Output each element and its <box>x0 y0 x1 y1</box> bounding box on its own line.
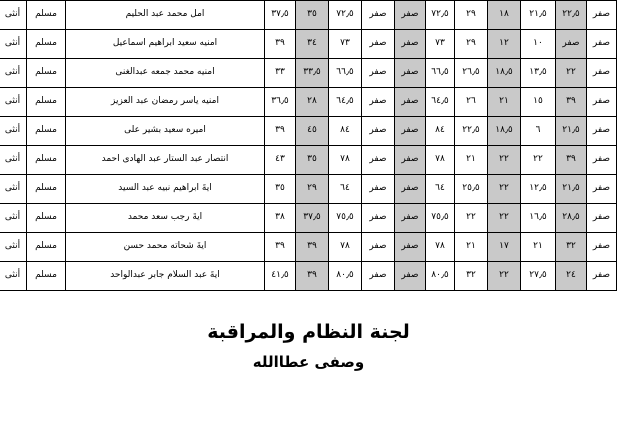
cell-c4: صفر <box>362 1 395 30</box>
table-row <box>0 1 617 30</box>
cell-c4: صفر <box>362 88 395 117</box>
cell-religion: مسلم <box>27 30 66 59</box>
cell-c5: صفر <box>395 1 426 30</box>
table-row <box>0 117 617 146</box>
cell-c9: ١٠ <box>521 30 556 59</box>
cell-religion: مسلم <box>27 88 66 117</box>
cell-c2: ٣٥ <box>296 146 329 175</box>
table-row <box>0 175 617 204</box>
cell-student-name: ايةَ ابراهيم نبيه عبد السيد <box>66 175 265 204</box>
cell-c1: ٣٧٫٥ <box>265 1 296 30</box>
cell-c1: ٣٩ <box>265 30 296 59</box>
cell-c5: صفر <box>395 30 426 59</box>
cell-gender: أنثى <box>0 30 27 59</box>
cell-c4: صفر <box>362 233 395 262</box>
cell-student-name: ايةَ عبد السلام جابر عبدالواحد <box>66 262 265 291</box>
cell-c9: ٢٧٫٥ <box>521 262 556 291</box>
cell-c7: ٢١ <box>455 233 488 262</box>
table-row <box>0 146 617 175</box>
table-row <box>0 233 617 262</box>
cell-c2: ٣٩ <box>296 233 329 262</box>
cell-religion: مسلم <box>27 59 66 88</box>
cell-c1: ٣٥ <box>265 175 296 204</box>
cell-c10: صفر <box>556 30 587 59</box>
cell-c5: صفر <box>395 233 426 262</box>
cell-c7: ٢٩ <box>455 1 488 30</box>
cell-c5: صفر <box>395 204 426 233</box>
cell-student-name: امنيه محمد جمعه عبدالغنى <box>66 59 265 88</box>
table-row <box>0 262 617 291</box>
cell-c5: صفر <box>395 117 426 146</box>
cell-religion: مسلم <box>27 1 66 30</box>
cell-c4: صفر <box>362 146 395 175</box>
cell-c6: ٦٤ <box>426 175 455 204</box>
cell-c6: ٦٦٫٥ <box>426 59 455 88</box>
cell-student-name: امنيه ياسر رمضان عبد العزيز <box>66 88 265 117</box>
cell-religion: مسلم <box>27 146 66 175</box>
cell-c6: ٧٣ <box>426 30 455 59</box>
cell-c1: ٣٩ <box>265 117 296 146</box>
cell-c1: ٤١٫٥ <box>265 262 296 291</box>
cell-c8: ١٧ <box>488 233 521 262</box>
cell-c8: ٢٢ <box>488 175 521 204</box>
cell-c11: صفر <box>587 146 617 175</box>
cell-c3: ٧٢٫٥ <box>329 1 362 30</box>
cell-c3: ٦٦٫٥ <box>329 59 362 88</box>
cell-c7: ٢٦ <box>455 88 488 117</box>
cell-c3: ٨٤ <box>329 117 362 146</box>
cell-c11: صفر <box>587 233 617 262</box>
cell-religion: مسلم <box>27 117 66 146</box>
cell-gender: أنثى <box>0 59 27 88</box>
cell-c9: ٢١٫٥ <box>521 1 556 30</box>
cell-c9: ٢١ <box>521 233 556 262</box>
cell-c7: ٢٦٫٥ <box>455 59 488 88</box>
cell-c10: ٢١٫٥ <box>556 117 587 146</box>
cell-gender: أنثى <box>0 117 27 146</box>
cell-c11: صفر <box>587 262 617 291</box>
cell-c10: ٢٨٫٥ <box>556 204 587 233</box>
cell-c8: ٢٢ <box>488 204 521 233</box>
cell-c5: صفر <box>395 146 426 175</box>
cell-c4: صفر <box>362 59 395 88</box>
cell-c7: ٢٩ <box>455 30 488 59</box>
cell-c6: ٧٨ <box>426 146 455 175</box>
cell-c7: ٢٢٫٥ <box>455 117 488 146</box>
cell-c4: صفر <box>362 175 395 204</box>
signer-name: وصفى عطاالله <box>252 353 365 371</box>
cell-c4: صفر <box>362 262 395 291</box>
grades-table-body <box>0 1 617 291</box>
cell-c4: صفر <box>362 117 395 146</box>
cell-c6: ٨٤ <box>426 117 455 146</box>
cell-religion: مسلم <box>27 175 66 204</box>
cell-c2: ٢٩ <box>296 175 329 204</box>
cell-c1: ٤٣ <box>265 146 296 175</box>
document-footer <box>0 321 617 371</box>
cell-c1: ٣٩ <box>265 233 296 262</box>
cell-c10: ٢٤ <box>556 262 587 291</box>
cell-c5: صفر <box>395 88 426 117</box>
cell-gender: أنثى <box>0 262 27 291</box>
cell-c10: ٢١٫٥ <box>556 175 587 204</box>
cell-c2: ٣٤ <box>296 30 329 59</box>
cell-c3: ٧٨ <box>329 146 362 175</box>
cell-c4: صفر <box>362 204 395 233</box>
cell-c10: ٢٢٫٥ <box>556 1 587 30</box>
cell-c2: ٣٧٫٥ <box>296 204 329 233</box>
cell-c9: ٦ <box>521 117 556 146</box>
cell-c11: صفر <box>587 88 617 117</box>
cell-student-name: انتصار عبد الستار عبد الهادى احمد <box>66 146 265 175</box>
cell-c2: ٣٥ <box>296 1 329 30</box>
cell-c1: ٣٣ <box>265 59 296 88</box>
cell-c2: ٤٥ <box>296 117 329 146</box>
committee-title: لجنة النظام والمراقبة <box>207 321 410 343</box>
cell-c8: ٢١ <box>488 88 521 117</box>
cell-c2: ٣٣٫٥ <box>296 59 329 88</box>
cell-c11: صفر <box>587 117 617 146</box>
cell-c11: صفر <box>587 30 617 59</box>
cell-c9: ١٢٫٥ <box>521 175 556 204</box>
cell-c3: ٨٠٫٥ <box>329 262 362 291</box>
cell-c10: ٣٩ <box>556 146 587 175</box>
cell-c7: ٢٥٫٥ <box>455 175 488 204</box>
cell-religion: مسلم <box>27 262 66 291</box>
cell-gender: أنثى <box>0 233 27 262</box>
cell-c8: ١٨ <box>488 1 521 30</box>
cell-religion: مسلم <box>27 204 66 233</box>
table-row <box>0 204 617 233</box>
cell-c3: ٧٥٫٥ <box>329 204 362 233</box>
cell-c7: ٢١ <box>455 146 488 175</box>
cell-c9: ١٦٫٥ <box>521 204 556 233</box>
cell-c7: ٢٢ <box>455 204 488 233</box>
cell-c4: صفر <box>362 30 395 59</box>
cell-c6: ٧٨ <box>426 233 455 262</box>
cell-c2: ٣٩ <box>296 262 329 291</box>
cell-c5: صفر <box>395 59 426 88</box>
cell-student-name: ايةَ رجب سعد محمد <box>66 204 265 233</box>
table-row <box>0 59 617 88</box>
cell-gender: أنثى <box>0 146 27 175</box>
cell-c3: ٦٤ <box>329 175 362 204</box>
cell-c1: ٣٨ <box>265 204 296 233</box>
cell-c11: صفر <box>587 175 617 204</box>
cell-c9: ٢٢ <box>521 146 556 175</box>
cell-c11: صفر <box>587 59 617 88</box>
cell-c1: ٣٦٫٥ <box>265 88 296 117</box>
cell-c8: ١٢ <box>488 30 521 59</box>
cell-c8: ٢٢ <box>488 146 521 175</box>
cell-c5: صفر <box>395 175 426 204</box>
cell-gender: أنثى <box>0 1 27 30</box>
table-row <box>0 88 617 117</box>
cell-student-name: امل محمد عبد الحليم <box>66 1 265 30</box>
cell-c5: صفر <box>395 262 426 291</box>
cell-gender: أنثى <box>0 175 27 204</box>
cell-c2: ٢٨ <box>296 88 329 117</box>
cell-c7: ٣٢ <box>455 262 488 291</box>
cell-c8: ٢٢ <box>488 262 521 291</box>
cell-c3: ٦٤٫٥ <box>329 88 362 117</box>
cell-c8: ١٨٫٥ <box>488 117 521 146</box>
cell-c9: ١٥ <box>521 88 556 117</box>
cell-c3: ٧٣ <box>329 30 362 59</box>
cell-c3: ٧٨ <box>329 233 362 262</box>
cell-student-name: امنيه سعيد ابراهيم اسماعيل <box>66 30 265 59</box>
cell-student-name: ايةَ شحاته محمد حسن <box>66 233 265 262</box>
cell-c6: ٧٢٫٥ <box>426 1 455 30</box>
cell-c8: ١٨٫٥ <box>488 59 521 88</box>
cell-gender: أنثى <box>0 88 27 117</box>
cell-student-name: اميره سعيد بشير على <box>66 117 265 146</box>
cell-religion: مسلم <box>27 233 66 262</box>
cell-c10: ٣٩ <box>556 88 587 117</box>
cell-c6: ٦٤٫٥ <box>426 88 455 117</box>
table-row <box>0 30 617 59</box>
cell-c9: ١٣٫٥ <box>521 59 556 88</box>
cell-c6: ٨٠٫٥ <box>426 262 455 291</box>
cell-c11: صفر <box>587 204 617 233</box>
cell-c10: ٣٢ <box>556 233 587 262</box>
cell-gender: أنثى <box>0 204 27 233</box>
cell-c6: ٧٥٫٥ <box>426 204 455 233</box>
cell-c10: ٢٢ <box>556 59 587 88</box>
cell-c11: صفر <box>587 1 617 30</box>
